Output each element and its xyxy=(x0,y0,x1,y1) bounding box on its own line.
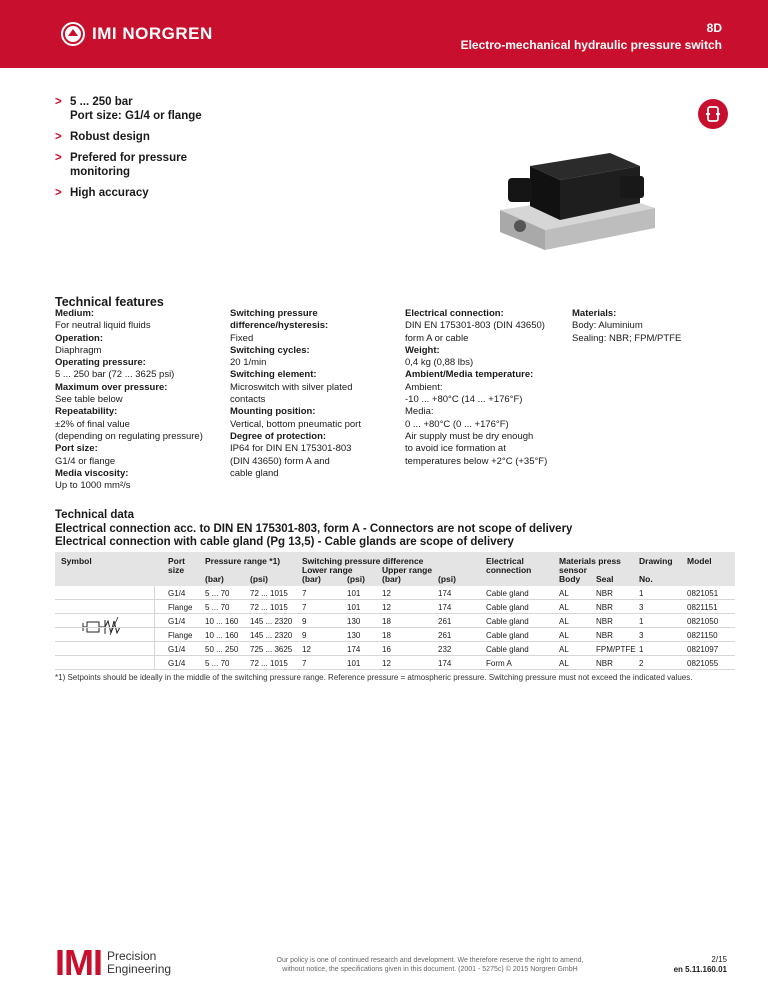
table-cell: 0821151 xyxy=(687,603,718,612)
th-pressure-range: Pressure range *1) xyxy=(205,556,281,566)
feature-bullet xyxy=(55,130,275,144)
feature-label: Switching cycles: xyxy=(230,344,310,356)
feature-bullet xyxy=(55,151,275,179)
features-column-2 xyxy=(230,308,400,480)
feature-value: Fixed xyxy=(230,332,254,344)
feature-value: IP64 for DIN EN 175301-803 xyxy=(230,443,352,455)
th-connection: connection xyxy=(486,565,532,575)
feature-label: Ambient/Media temperature: xyxy=(405,369,534,381)
features-column-3 xyxy=(405,308,570,468)
feature-value: contacts xyxy=(230,394,266,406)
feature-label: Mounting position: xyxy=(230,406,316,418)
policy-line-1: Our policy is one of continued research and development. We therefore reserve the right to amend, xyxy=(276,957,584,964)
table-cell: 130 xyxy=(347,617,361,626)
feature-value: DIN EN 175301-803 (DIN 43650) xyxy=(405,320,545,332)
table-cell: FPM/PTFE xyxy=(596,645,636,654)
bullet-text: High accuracy xyxy=(70,187,149,199)
table-cell: 145 ... 2320 xyxy=(250,631,293,640)
th-range-bar: (bar) xyxy=(205,574,224,584)
norgren-mark-icon xyxy=(61,22,85,46)
feature-label: Port size: xyxy=(55,443,98,455)
th-lower-range: Lower range xyxy=(302,565,353,575)
table-cell: 72 ... 1015 xyxy=(250,589,288,598)
features-column-1 xyxy=(55,308,230,492)
table-row xyxy=(55,614,735,628)
table-cell: 174 xyxy=(347,645,361,654)
feature-value: (DIN 43650) form A and xyxy=(230,455,330,467)
th-upper-psi: (psi) xyxy=(438,574,456,584)
feature-value: ±2% of final value xyxy=(55,418,130,430)
table-cell: 7 xyxy=(302,659,307,668)
table-cell: 130 xyxy=(347,631,361,640)
th-port-size: size xyxy=(168,565,185,575)
page-header xyxy=(0,0,768,68)
feature-value: Sealing: NBR; FPM/PTFE xyxy=(572,332,682,344)
feature-value: to avoid ice formation at xyxy=(405,443,506,455)
th-symbol: Symbol xyxy=(61,556,92,566)
feature-value: Vertical, bottom pneumatic port xyxy=(230,418,361,430)
feature-label: Maximum over pressure: xyxy=(55,381,168,393)
table-cell: 10 ... 160 xyxy=(205,617,239,626)
th-sensor: sensor xyxy=(559,565,587,575)
table-cell: 1 xyxy=(639,589,644,598)
table-cell: AL xyxy=(559,645,569,654)
feature-value: 20 1/min xyxy=(230,357,267,369)
bullet-text: 5 ... 250 bar xyxy=(70,96,133,108)
table-cell: G1/4 xyxy=(168,617,186,626)
bullet-text: Robust design xyxy=(70,131,150,143)
feature-value: For neutral liquid fluids xyxy=(55,320,151,332)
th-upper-range: Upper range xyxy=(382,565,433,575)
feature-bullets xyxy=(55,95,275,207)
table-cell: 12 xyxy=(382,603,391,612)
feature-value: Microswitch with silver plated xyxy=(230,381,353,393)
imi-mark: IMI xyxy=(55,942,102,983)
bullet-text: monitoring xyxy=(70,166,131,178)
feature-value: form A or cable xyxy=(405,332,469,344)
table-header xyxy=(55,552,735,586)
table-cell: 232 xyxy=(438,645,452,654)
feature-label: Operating pressure: xyxy=(55,357,146,369)
feature-bullet xyxy=(55,95,275,123)
table-footnote: *1) Setpoints should be ideally in the middle of the switching pressure range. Reference pressure = atmospheric pressure. Switching pressure must not exceed the indicated values. xyxy=(55,673,693,682)
feature-label: Degree of protection: xyxy=(230,430,327,442)
document-number: en 5.11.160.01 xyxy=(673,965,727,974)
table-cell: AL xyxy=(559,631,569,640)
table-cell: AL xyxy=(559,589,569,598)
table-cell: 16 xyxy=(382,645,391,654)
brand-logo xyxy=(61,22,213,46)
table-cell: 101 xyxy=(347,659,361,668)
table-cell: Form A xyxy=(486,659,512,668)
feature-value: Up to 1000 mm²/s xyxy=(55,480,131,492)
th-upper-bar: (bar) xyxy=(382,574,401,584)
feature-value: Diaphragm xyxy=(55,344,102,356)
feature-value: G1/4 or flange xyxy=(55,455,116,467)
table-cell: NBR xyxy=(596,631,613,640)
technical-data-heading xyxy=(55,509,735,550)
table-cell: 50 ... 250 xyxy=(205,645,239,654)
policy-line-2: without notice, the specifications given in this document. (2001 - 5275c) © 2015 Norgren GmbH xyxy=(282,966,578,973)
table-cell: 72 ... 1015 xyxy=(250,659,288,668)
table-cell: 725 ... 3625 xyxy=(250,645,293,654)
chevron-right-icon: > xyxy=(55,96,62,108)
chevron-right-icon: > xyxy=(55,152,62,164)
table-row xyxy=(55,600,735,614)
table-cell: Cable gland xyxy=(486,589,529,598)
table-row xyxy=(55,628,735,642)
page-number: 2/15 xyxy=(711,955,727,964)
table-cell: 0821097 xyxy=(687,645,719,654)
page-info xyxy=(674,955,727,975)
page-title: Electro-mechanical hydraulic pressure switch xyxy=(460,38,722,52)
table-cell: 18 xyxy=(382,631,391,640)
table-cell: 12 xyxy=(382,659,391,668)
table-cell: 7 xyxy=(302,589,307,598)
chevron-right-icon: > xyxy=(55,131,62,143)
table-cell: 5 ... 70 xyxy=(205,659,230,668)
bullet-text: Port size: G1/4 or flange xyxy=(70,110,202,122)
feature-value: temperatures below +2°C (+35°F) xyxy=(405,455,548,467)
table-cell: 0821050 xyxy=(687,617,719,626)
connection-note-cable-gland: Electrical connection with cable gland (Pg 13,5) - Cable glands are scope of delivery xyxy=(55,536,514,548)
pressure-switch-category-icon xyxy=(698,99,728,129)
table-cell: G1/4 xyxy=(168,589,186,598)
th-range-psi: (psi) xyxy=(250,574,268,584)
table-row xyxy=(55,656,735,670)
feature-value: Media: xyxy=(405,406,434,418)
feature-label: Switching element: xyxy=(230,369,317,381)
th-model: Model xyxy=(687,556,712,566)
product-image xyxy=(490,148,665,253)
feature-value: cable gland xyxy=(230,467,279,479)
table-cell: 261 xyxy=(438,631,452,640)
feature-value: (depending on regulating pressure) xyxy=(55,430,203,442)
table-cell: G1/4 xyxy=(168,645,186,654)
table-cell: 9 xyxy=(302,617,307,626)
table-cell: 3 xyxy=(639,631,644,640)
table-cell: Cable gland xyxy=(486,617,529,626)
th-seal: Seal xyxy=(596,574,614,584)
feature-label: Medium: xyxy=(55,308,95,319)
features-column-4 xyxy=(572,308,732,345)
connection-note-form-a: Electrical connection acc. to DIN EN 175301-803, form A - Connectors are not scope of delivery xyxy=(55,522,573,535)
table-row xyxy=(55,642,735,656)
table-cell: 174 xyxy=(438,589,452,598)
th-lower-bar: (bar) xyxy=(302,574,321,584)
table-cell: AL xyxy=(559,603,569,612)
table-cell: Cable gland xyxy=(486,645,529,654)
th-electrical: Electrical xyxy=(486,556,524,566)
feature-value: 0 ... +80°C (0 ... +176°F) xyxy=(405,418,509,430)
bullet-text: Prefered for pressure xyxy=(70,152,187,164)
table-cell: 0821055 xyxy=(687,659,719,668)
table-cell: AL xyxy=(559,617,569,626)
th-materials: Materials press xyxy=(559,556,621,566)
table-cell: 101 xyxy=(347,589,361,598)
table-cell: 145 ... 2320 xyxy=(250,617,293,626)
th-body: Body xyxy=(559,574,581,584)
imi-precision-logo xyxy=(55,942,172,983)
table-cell: G1/4 xyxy=(168,659,186,668)
table-cell: Flange xyxy=(168,603,193,612)
feature-value: 0,4 kg (0,88 lbs) xyxy=(405,357,474,369)
table-cell: 10 ... 160 xyxy=(205,631,239,640)
th-port: Port xyxy=(168,556,185,566)
table-cell: 174 xyxy=(438,659,452,668)
table-cell: 72 ... 1015 xyxy=(250,603,288,612)
feature-value: 5 ... 250 bar (72 ... 3625 psi) xyxy=(55,369,175,381)
policy-notice xyxy=(245,956,615,974)
table-cell: 5 ... 70 xyxy=(205,603,230,612)
feature-label: Materials: xyxy=(572,308,617,319)
table-cell: 12 xyxy=(302,645,311,654)
table-cell: NBR xyxy=(596,617,613,626)
product-code: 8D xyxy=(706,21,722,35)
feature-value: -10 ... +80°C (14 ... +176°F) xyxy=(405,394,523,406)
table-cell: NBR xyxy=(596,589,613,598)
table-cell: 0821150 xyxy=(687,631,718,640)
feature-label: Electrical connection: xyxy=(405,308,504,319)
table-cell: 174 xyxy=(438,603,452,612)
th-lower-psi: (psi) xyxy=(347,574,365,584)
table-cell: 18 xyxy=(382,617,391,626)
technical-features-title: Technical features xyxy=(55,295,164,309)
table-cell: 0821051 xyxy=(687,589,719,598)
data-table-rows xyxy=(55,586,735,670)
feature-label: Switching pressure difference/hysteresis: xyxy=(230,308,329,332)
precision-label: Precision xyxy=(107,949,157,963)
table-cell: 101 xyxy=(347,603,361,612)
table-cell: Cable gland xyxy=(486,631,529,640)
feature-value: See table below xyxy=(55,394,123,406)
table-cell: 261 xyxy=(438,617,452,626)
table-cell: NBR xyxy=(596,659,613,668)
table-cell: Cable gland xyxy=(486,603,529,612)
th-drawing-no: No. xyxy=(639,574,653,584)
table-cell: NBR xyxy=(596,603,613,612)
table-cell: 12 xyxy=(382,589,391,598)
feature-label: Operation: xyxy=(55,332,104,344)
table-cell: 1 xyxy=(639,617,644,626)
engineering-label: Engineering xyxy=(107,962,172,976)
table-cell: 3 xyxy=(639,603,644,612)
table-row xyxy=(55,586,735,600)
table-cell: 7 xyxy=(302,603,307,612)
feature-label: Media viscosity: xyxy=(55,467,129,479)
feature-bullet xyxy=(55,186,275,200)
table-cell: 9 xyxy=(302,631,307,640)
feature-label: Repeatability: xyxy=(55,406,118,418)
feature-value: Body: Aluminium xyxy=(572,320,643,332)
feature-label: Weight: xyxy=(405,344,440,356)
table-cell: 5 ... 70 xyxy=(205,589,230,598)
feature-value: Ambient: xyxy=(405,381,443,393)
table-cell: 2 xyxy=(639,659,644,668)
th-drawing: Drawing xyxy=(639,556,673,566)
technical-data-title: Technical data xyxy=(55,509,135,521)
th-switching: Switching pressure difference xyxy=(302,556,424,566)
table-cell: Flange xyxy=(168,631,193,640)
feature-value: Air supply must be dry enough xyxy=(405,430,534,442)
brand-name: IMI NORGREN xyxy=(92,24,213,43)
table-cell: 1 xyxy=(639,645,644,654)
table-cell: AL xyxy=(559,659,569,668)
chevron-right-icon: > xyxy=(55,187,62,199)
